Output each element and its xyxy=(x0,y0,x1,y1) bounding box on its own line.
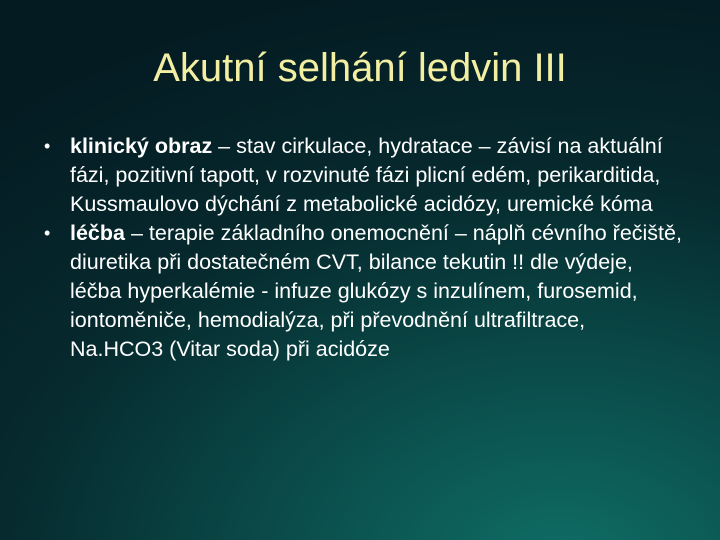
bullet-list xyxy=(44,132,684,364)
bullet-dot-icon: • xyxy=(44,136,51,156)
bullet-dot-icon: • xyxy=(44,223,51,243)
bullet-term: klinický obraz xyxy=(70,134,213,158)
slide-title: Akutní selhání ledvin III xyxy=(153,46,567,90)
bullet-item-treatment xyxy=(44,219,684,364)
bullet-term: léčba xyxy=(70,221,125,245)
bullet-item-clinical-picture xyxy=(44,132,684,219)
bullet-text: – terapie základního onemocnění – náplň cévního řečiště, diuretika při dostatečném CVT, bilance tekutin !! dle výdeje, léčba hyperkalémie - infuze glukózy s inzulínem, furosemid, iontoměniče, hemodialýza, při převodnění ultrafiltrace, Na.HCO3 (Vitar soda) při acidóze xyxy=(70,221,682,361)
bullet-text: – stav cirkulace, hydratace – závisí na aktuální fázi, pozitivní tapott, v rozvinuté fázi plicní edém, perikarditida, Kussmaulovo dýchání z metabolické acidózy, uremické kóma xyxy=(70,134,663,216)
